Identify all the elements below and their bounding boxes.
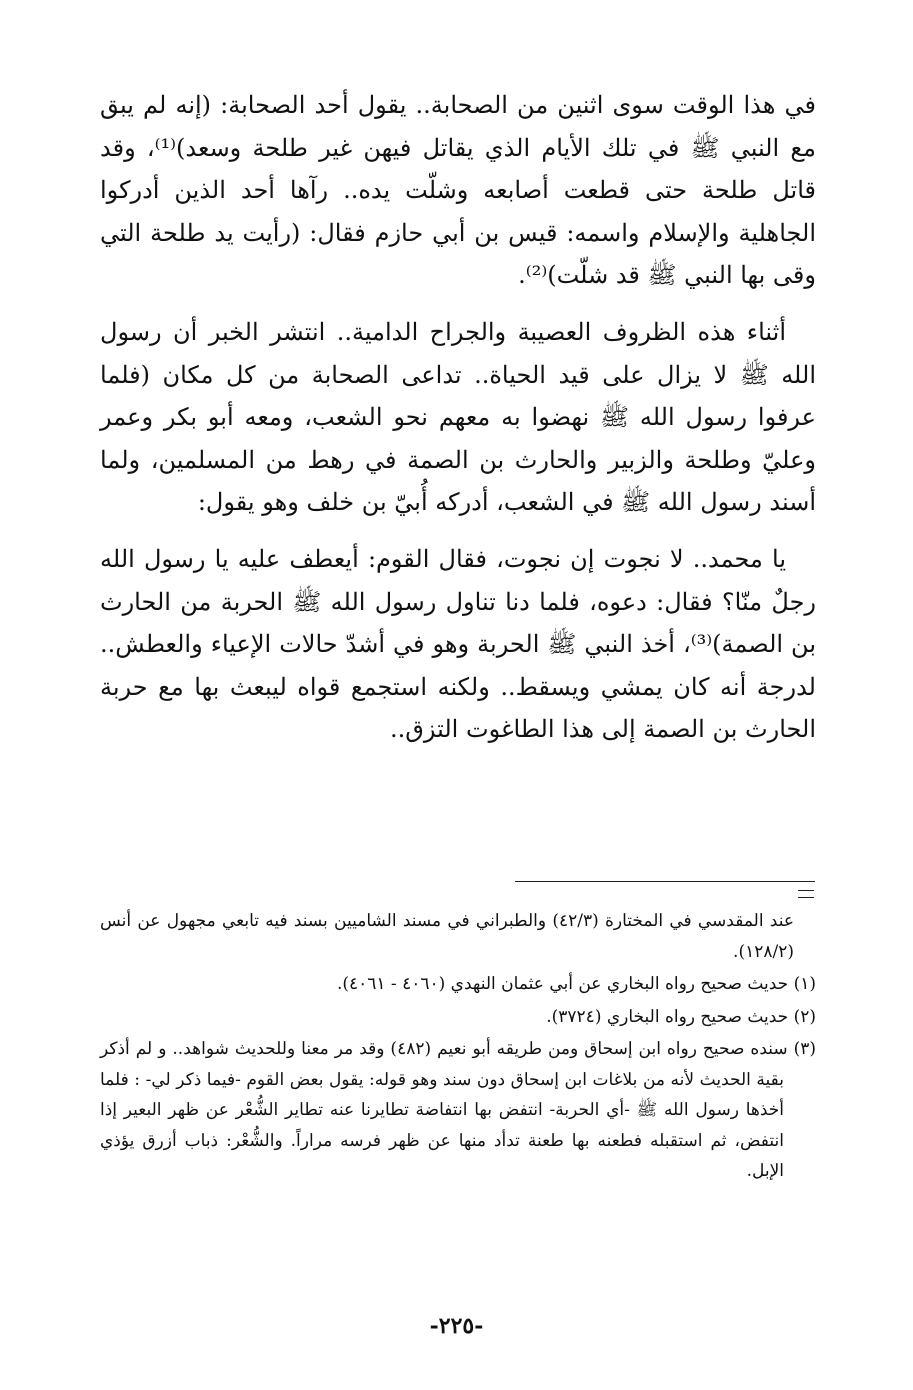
paragraph-3: يا محمد.. لا نجوت إن نجوت، فقال القوم: أيعطف عليه يا رسول الله رجلٌ منّا؟ فقال: دعوه، فلما دنا تناول رسول الله ﷺ الحربة من الحارث بن الصمة)⁽³⁾، أخذ النبي ﷺ الحربة وهو في أشدّ حالات الإعياء والعطش.. لدرجة أنه كان يمشي ويسقط.. ولكنه استجمع قواه ليبعث بها مع حربة الحارث بن الصمة إلى هذا الطاغوت التزق.. — [100, 544, 816, 744]
footnote-2: (٢) حديث صحيح رواه البخاري (٣٧٢٤). — [546, 1006, 816, 1027]
footnote-continuation: عند المقدسي في المختارة (٤٢/٣) والطبراني في مسند الشاميين بسند فيه تابعي مجهول عن أنس (١٢٨/٢). — [100, 911, 794, 962]
paragraph-2: أثناء هذه الظروف العصيبة والجراح الدامية.. انتشر الخبر أن رسول الله ﷺ لا يزال على قيد الحياة.. تداعى الصحابة من كل مكان (فلما عرفوا رسول الله ﷺ نهضوا به معهم نحو الشعب، ومعه أبو بكر وعمر وعليّ وطلحة والزبير والحارث بن الصمة في رهط من المسلمين، ولما أسند رسول الله ﷺ في الشعب، أدركه أُبيّ بن خلف وهو يقول: — [100, 317, 816, 517]
paragraph-1: في هذا الوقت سوى اثنين من الصحابة.. يقول أحد الصحابة: (إنه لم يبق مع النبي ﷺ في تلك الأيام الذي يقاتل فيهن غير طلحة وسعد)⁽¹⁾، وقد قاتل طلحة حتى قطعت أصابعه وشلّت يده.. رآها أحد الذين أدركوا الجاهلية والإسلام واسمه: قيس بن أبي حازم فقال: (رأيت يد طلحة التي وقى بها النبي ﷺ قد شلّت)⁽²⁾. — [100, 91, 817, 290]
footnote-1: (١) حديث صحيح رواه البخاري عن أبي عثمان النهدي (٤٠٦٠ - ٤٠٦١). — [336, 974, 816, 994]
footnote-separator — [515, 881, 815, 882]
footnote-continuation-mark — [798, 890, 814, 898]
main-text — [100, 84, 816, 765]
page-number: -٢٢٥- — [429, 1313, 484, 1339]
footnote-3: (٣) سنده صحيح رواه ابن إسحاق ومن طريقه أبو نعيم (٤٨٢) وقد مر معنا وللحديث شواهد.. و لم أذكر بقية الحديث لأنه من بلاغات ابن إسحاق دون سند وهو قوله: يقول بعض القوم -فيما ذكر لي- : فلما أخذها رسول الله ﷺ -أي الحربة- انتفض بها انتفاضة تطايرنا عنه تطاير الشُّعْر عن ظهر البعير إذا انتفض، ثم استقبله فطعنه بها طعنة تدأد منها عن ظهر فرسه مراراً. والشُّعْر: ذباب أزرق يؤذي الإبل. — [100, 1039, 817, 1181]
footnotes — [100, 906, 816, 1189]
